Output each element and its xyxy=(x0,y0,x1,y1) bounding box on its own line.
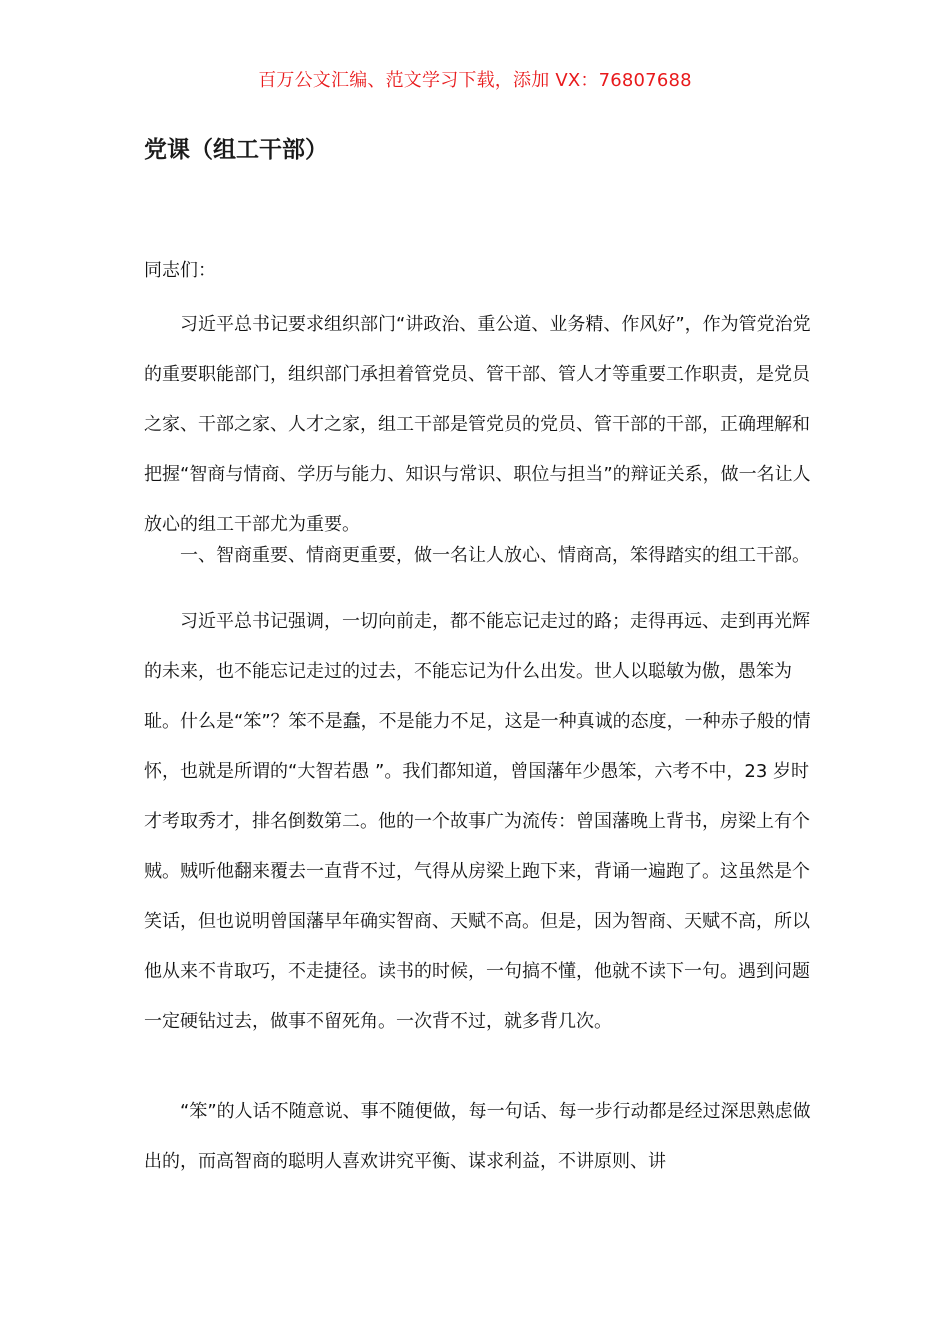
paragraph-3: “笨”的人话不随意说、事不随便做，每一句话、每一步行动都是经过深思熟虑做出的，而高智商的聪明人喜欢讲究平衡、谋求利益，不讲原则、讲 xyxy=(144,1101,811,1172)
greeting: 同志们： xyxy=(144,260,216,281)
header-banner: 百万公文汇编、范文学习下载，添加 VX：76807688 xyxy=(258,70,692,91)
document-title: 党课（组工干部） xyxy=(144,137,328,163)
paragraph-1: 习近平总书记要求组织部门“讲政治、重公道、业务精、作风好”，作为管党治党的重要职能部门，组织部门承担着管党员、管干部、管人才等重要工作职责，是党员之家、干部之家、人才之家，组工干部是管党员的党员、管干部的干部，正确理解和把握“智商与情商、学历与能力、知识与常识、职位与担当”的辩证关系，做一名让人放心的组工干部尤为重要。 xyxy=(144,314,811,535)
paragraph-2: 习近平总书记强调，一切向前走，都不能忘记走过的路；走得再远、走到再光辉的未来，也不能忘记走过的过去，不能忘记为什么出发。世人以聪敏为傲，愚笨为耻。什么是“笨”？笨不是蠢，不是能力不足，这是一种真诚的态度，一种赤子般的情怀，也就是所谓的“大智若愚 ”。我们都知道，曾国藩年少愚笨，六考不中，23 岁时才考取秀才，排名倒数第二。他的一个故事广为流传：曾国藩晚上背书，房梁上有个贼。贼听他翻来覆去一直背不过，气得从房梁上跑下来，背诵一遍跑了。这虽然是个笑话，但也说明曾国藩早年确实智商、天赋不高。但是，因为智商、天赋不高，所以他从来不肯取巧，不走捷径。读书的时候，一句搞不懂，他就不读下一句。遇到问题一定硬钻过去，做事不留死角。一次背不过，就多背几次。 xyxy=(144,611,811,1032)
section-heading-1: 一、智商重要、情商更重要，做一名让人放心、情商高，笨得踏实的组工干部。 xyxy=(180,545,810,566)
